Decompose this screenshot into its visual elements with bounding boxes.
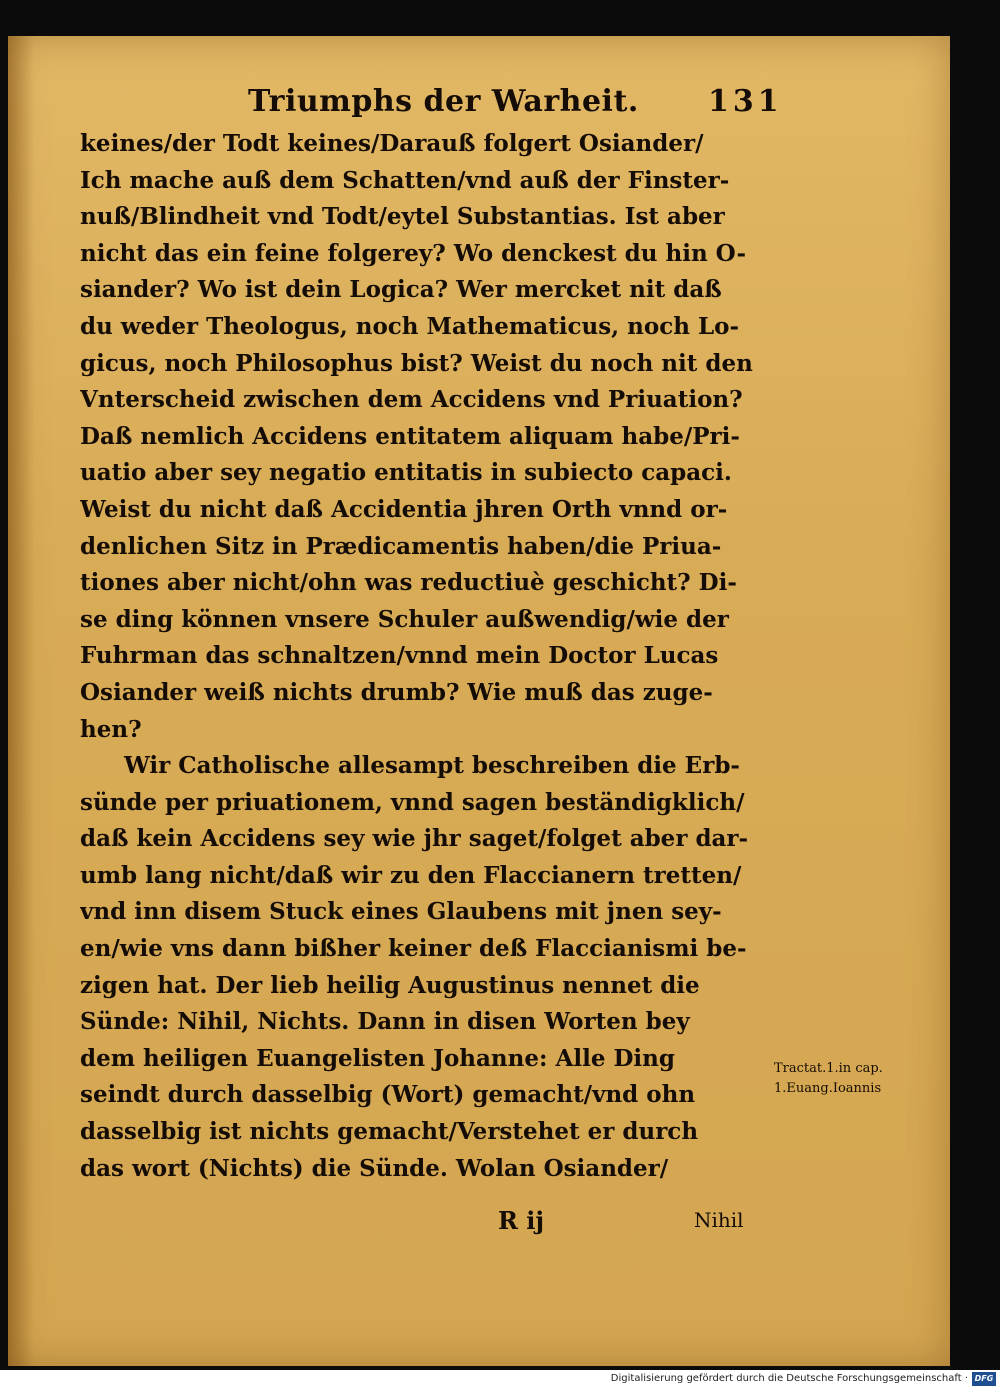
text-line: dem heiligen Euangelisten Johanne: Alle Ding: [80, 1044, 675, 1072]
text-line: dasselbig ist nichts gemacht/Verstehet er durch: [80, 1118, 699, 1146]
paragraph-start-line: Wir Catholische allesampt beschreiben die Erb-: [124, 752, 740, 780]
text-line: vnd inn disem Stuck eines Glaubens mit jnen sey-: [80, 898, 722, 926]
text-line: sünde per priuationem, vnnd sagen beständigklich/: [80, 788, 745, 816]
text-line: Sünde: Nihil, Nichts. Dann in disen Worten bey: [80, 1008, 690, 1036]
text-line: das wort (Nichts) die Sünde. Wolan Osiander/: [80, 1154, 669, 1182]
dfg-logo-icon: DFG: [972, 1372, 996, 1386]
footer-bar: [0, 1370, 1000, 1391]
text-line: hen?: [80, 715, 142, 743]
signature-mark: R ij: [498, 1206, 545, 1235]
catchword: Nihil: [694, 1208, 744, 1232]
text-line: nicht das ein feine folgerey? Wo denckest du hin O-: [80, 239, 747, 267]
text-line: seindt durch dasselbig (Wort) gemacht/vnd ohn: [80, 1081, 696, 1109]
text-line: zigen hat. Der lieb heilig Augustinus nennet die: [80, 971, 700, 999]
running-head: Triumphs der Warheit.: [248, 84, 639, 119]
text-line: siander? Wo ist dein Logica? Wer mercket nit daß: [80, 276, 722, 304]
page-number: 131: [708, 84, 783, 119]
text-line: Vnterscheid zwischen dem Accidens vnd Priuation?: [80, 386, 743, 414]
book-page: [8, 36, 950, 1366]
page-header: [8, 84, 878, 132]
text-line: du weder Theologus, noch Mathematicus, noch Lo-: [80, 312, 740, 340]
text-line: gicus, noch Philosophus bist? Weist du noch nit den: [80, 349, 753, 377]
text-line: en/wie vns dann bißher keiner deß Flaccianismi be-: [80, 935, 747, 963]
text-line: denlichen Sitz in Prædicamentis haben/die Priua-: [80, 532, 722, 560]
page-gutter-shadow: [8, 36, 34, 1366]
text-line: Fuhrman das schnaltzen/vnnd mein Doctor Lucas: [80, 642, 719, 670]
text-line: umb lang nicht/daß wir zu den Flaccianern tretten/: [80, 861, 742, 889]
text-line: nuß/Blindheit vnd Todt/eytel Substantias. Ist aber: [80, 203, 725, 231]
text-line: Ich mache auß dem Schatten/vnd auß der Finster-: [80, 166, 730, 194]
body-text: [80, 126, 770, 1187]
text-line: keines/der Todt keines/Darauß folgert Osiander/: [80, 130, 704, 157]
funding-credit: Digitalisierung gefördert durch die Deutsche Forschungsgemeinschaft ·: [610, 1373, 968, 1384]
text-line: Daß nemlich Accidens entitatem aliquam habe/Pri-: [80, 422, 740, 450]
marginal-note: [774, 1059, 944, 1099]
marginal-note-line: 1.Euang.Ioannis: [774, 1081, 882, 1096]
page-foot: [498, 1206, 778, 1242]
text-line: daß kein Accidens sey wie jhr saget/folget aber dar-: [80, 825, 749, 853]
marginal-note-line: Tractat.1.in cap.: [774, 1061, 883, 1076]
text-line: Weist du nicht daß Accidentia jhren Orth vnnd or-: [80, 495, 728, 523]
text-line: se ding können vnsere Schuler außwendig/wie der: [80, 605, 729, 633]
text-line: uatio aber sey negatio entitatis in subiecto capaci.: [80, 459, 732, 487]
text-line: tiones aber nicht/ohn was reductiuè geschicht? Di-: [80, 569, 737, 597]
text-line: Osiander weiß nichts drumb? Wie muß das zuge-: [80, 678, 713, 706]
